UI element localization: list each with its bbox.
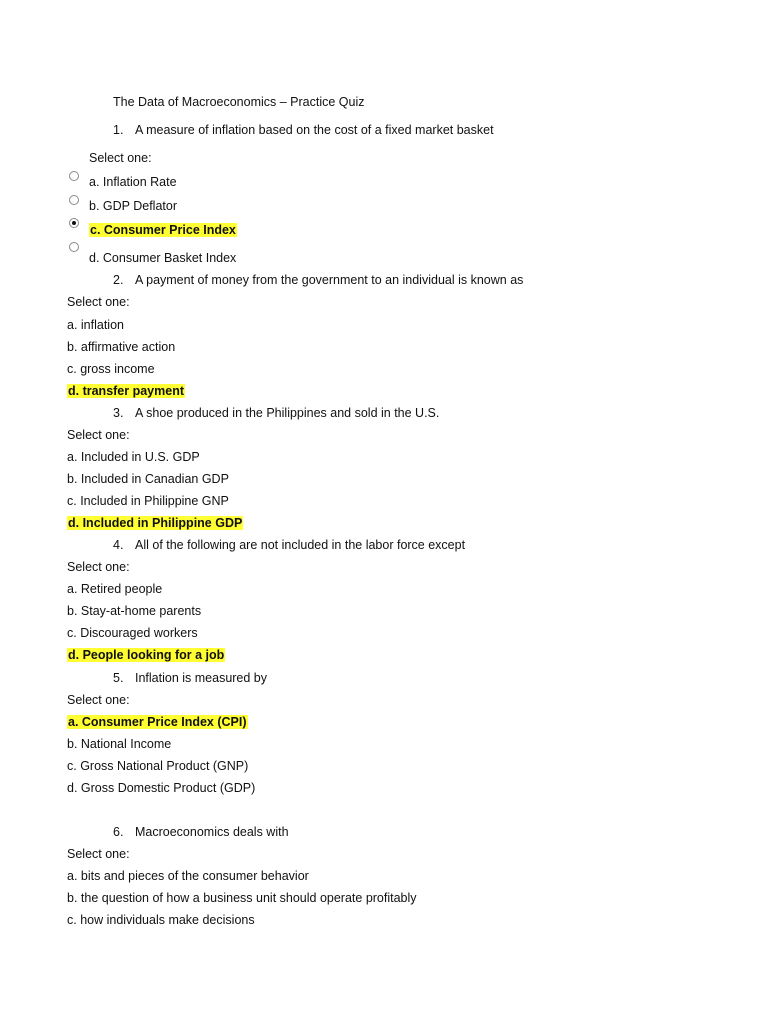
correct-answer-text: d. transfer payment — [68, 384, 185, 398]
q4-option-d — [67, 647, 225, 663]
question-text: Macroeconomics deals with — [135, 825, 289, 839]
q4-option-c — [67, 625, 198, 641]
correct-answer-text: a. Consumer Price Index (CPI) — [68, 715, 247, 729]
question-2 — [113, 272, 523, 288]
correct-answer-text: d. Included in Philippine GDP — [68, 516, 243, 530]
q3-option-a — [67, 449, 200, 465]
option-text: d. Consumer Basket Index — [89, 251, 237, 265]
q6-option-a — [67, 868, 309, 884]
select-one-label: Select one: — [67, 693, 130, 707]
radio-button-a[interactable] — [69, 171, 79, 181]
q1-option-a[interactable] — [89, 174, 177, 190]
question-number: 5. — [113, 671, 124, 685]
question-number: 1. — [113, 123, 124, 137]
question-3 — [113, 405, 439, 421]
question-text: Inflation is measured by — [135, 671, 268, 685]
q6-option-c — [67, 912, 255, 928]
q5-option-a — [67, 714, 248, 730]
q3-option-b — [67, 471, 229, 487]
question-1 — [113, 122, 494, 138]
q1-option-b[interactable] — [89, 198, 177, 214]
q4-option-b — [67, 603, 201, 619]
question-6 — [113, 824, 289, 840]
correct-answer-text: d. People looking for a job — [68, 648, 225, 662]
question-text: A payment of money from the government to an individual is known as — [135, 273, 524, 287]
q1-option-d[interactable] — [89, 250, 236, 266]
q1-option-c[interactable] — [89, 222, 237, 238]
option-text: c. how individuals make decisions — [67, 913, 255, 927]
option-text: b. Included in Canadian GDP — [67, 472, 229, 486]
radio-button-b[interactable] — [69, 195, 79, 205]
question-text: All of the following are not included in the labor force except — [135, 538, 466, 552]
question-text: A shoe produced in the Philippines and sold in the U.S. — [135, 406, 440, 420]
q2-option-d — [67, 383, 185, 399]
q2-option-b — [67, 339, 175, 355]
option-text: b. Stay-at-home parents — [67, 604, 202, 618]
option-text: a. Inflation Rate — [89, 175, 177, 189]
q5-option-d — [67, 780, 255, 796]
radio-button-c[interactable] — [69, 218, 79, 228]
option-text: c. Discouraged workers — [67, 626, 198, 640]
option-text: c. Included in Philippine GNP — [67, 494, 229, 508]
correct-answer-text: c. Consumer Price Index — [90, 223, 236, 237]
option-text: a. Retired people — [67, 582, 163, 596]
page-title: The Data of Macroeconomics – Practice Quiz — [113, 95, 365, 109]
q5-option-c — [67, 758, 248, 774]
select-one-label: Select one: — [67, 560, 130, 574]
q6-option-b — [67, 890, 417, 906]
option-text: b. affirmative action — [67, 340, 176, 354]
question-number: 3. — [113, 406, 124, 420]
select-one-label: Select one: — [67, 847, 130, 861]
option-text: c. gross income — [67, 362, 155, 376]
q2-option-a — [67, 317, 124, 333]
q3-option-c — [67, 493, 229, 509]
question-number: 2. — [113, 273, 124, 287]
option-text: a. bits and pieces of the consumer behavior — [67, 869, 309, 883]
q2-option-c — [67, 361, 155, 377]
option-text: a. inflation — [67, 318, 124, 332]
option-text: d. Gross Domestic Product (GDP) — [67, 781, 256, 795]
question-number: 6. — [113, 825, 124, 839]
option-text: b. National Income — [67, 737, 172, 751]
q3-option-d — [67, 515, 243, 531]
question-text: A measure of inflation based on the cost of a fixed market basket — [135, 123, 494, 137]
select-one-label: Select one: — [89, 151, 152, 165]
q4-option-a — [67, 581, 162, 597]
q5-option-b — [67, 736, 171, 752]
radio-button-d[interactable] — [69, 242, 79, 252]
option-text: b. the question of how a business unit should operate profitably — [67, 891, 417, 905]
question-5 — [113, 670, 267, 686]
question-number: 4. — [113, 538, 124, 552]
question-4 — [113, 537, 465, 553]
option-text: a. Included in U.S. GDP — [67, 450, 200, 464]
option-text: b. GDP Deflator — [89, 199, 178, 213]
select-one-label: Select one: — [67, 428, 130, 442]
option-text: c. Gross National Product (GNP) — [67, 759, 249, 773]
select-one-label: Select one: — [67, 295, 130, 309]
